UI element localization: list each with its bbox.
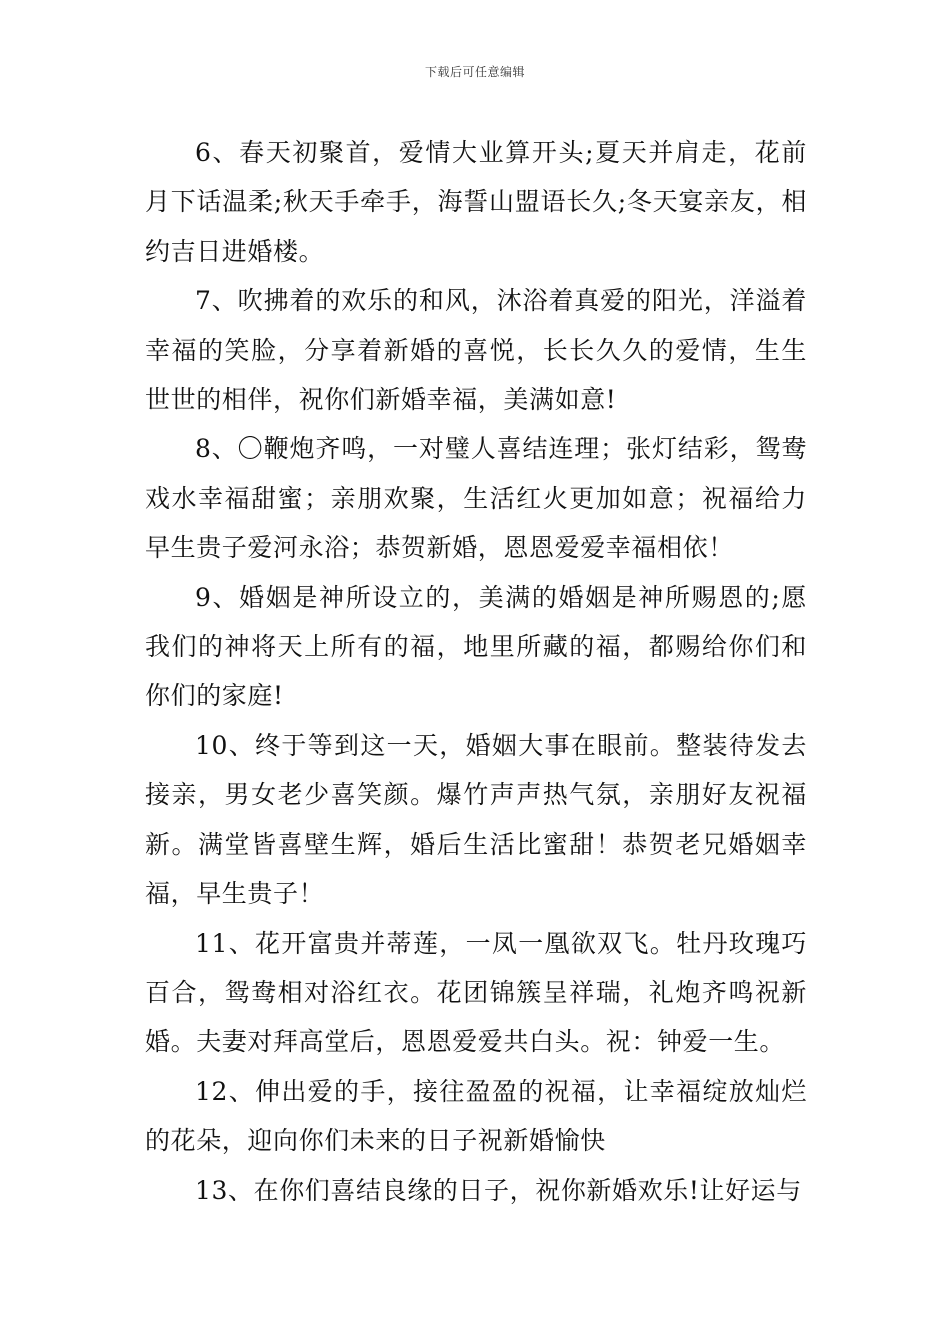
page-header-note: 下载后可任意编辑 — [424, 65, 525, 79]
paragraph-10: 10、终于等到这一天，婚姻大事在眼前。整装待发去接亲，男女老少喜笑颜。爆竹声声热气氛，亲朋好友祝福新。满堂皆喜壁生辉，婚后生活比蜜甜！恭贺老兄婚姻幸福，早生贵子！ — [145, 730, 807, 909]
paragraph-7: 7、吹拂着的欢乐的和风，沐浴着真爱的阳光，洋溢着幸福的笑脸，分享着新婚的喜悦，长长久久的爱情，生生世世的相伴，祝你们新婚幸福，美满如意! — [145, 286, 807, 415]
paragraph-11: 11、花开富贵并蒂莲，一凤一凰欲双飞。牡丹玫瑰巧百合，鸳鸯相对浴红衣。花团锦簇呈祥瑞，礼炮齐鸣祝新婚。夫妻对拜高堂后，恩恩爱爱共白头。祝：钟爱一生。 — [145, 928, 807, 1057]
paragraph-13: 13、在你们喜结良缘的日子，祝你新婚欢乐!让好运与 — [195, 1175, 802, 1205]
paragraph-9: 9、婚姻是神所设立的，美满的婚姻是神所赐恩的;愿我们的神将天上所有的福，地里所藏的福，都赐给你们和你们的家庭! — [145, 582, 807, 711]
paragraph-12: 12、伸出爱的手，接往盈盈的祝福，让幸福绽放灿烂的花朵，迎向你们未来的日子祝新婚愉快 — [145, 1076, 807, 1156]
document-body — [145, 128, 807, 1215]
paragraph-8: 8、〇鞭炮齐鸣，一对璧人喜结连理；张灯结彩，鸳鸯戏水幸福甜蜜；亲朋欢聚，生活红火更加如意；祝福给力早生贵子爱河永浴；恭贺新婚，恩恩爱爱幸福相依！ — [145, 434, 807, 563]
paragraph-6: 6、春天初聚首，爱情大业算开头;夏天并肩走，花前月下话温柔;秋天手牵手，海誓山盟语长久;冬天宴亲友，相约吉日进婚楼。 — [145, 138, 807, 266]
